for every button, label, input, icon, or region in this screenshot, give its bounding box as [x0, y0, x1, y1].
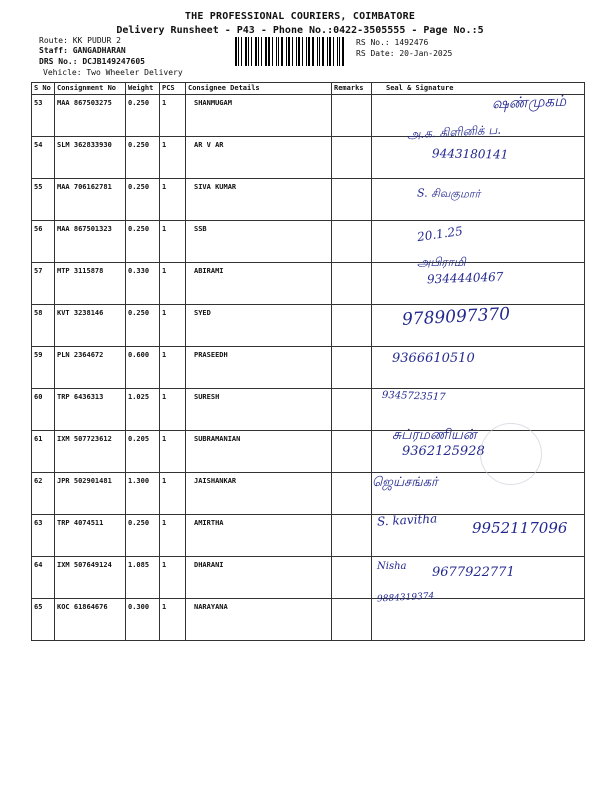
drs-value: DCJB149247605 [82, 57, 145, 66]
consignment-no-cell: MTP 3115878 [55, 263, 126, 305]
route-label: Route: [39, 36, 68, 45]
weight-cell: 0.250 [126, 95, 160, 137]
consignee-cell: SUBRAMANIAN [186, 431, 332, 473]
staff-value: GANGADHARAN [72, 46, 126, 55]
remarks-cell [332, 599, 372, 641]
barcode-bar [296, 37, 297, 66]
sno-cell: 55 [32, 179, 55, 221]
consignee-cell: JAISHANKAR [186, 473, 332, 515]
consignment-no-cell: MAA 867501323 [55, 221, 126, 263]
barcode-bar [288, 37, 291, 66]
table-row [32, 515, 585, 557]
sno-cell: 62 [32, 473, 55, 515]
barcode-bar [322, 37, 325, 66]
signature-cell [372, 389, 585, 431]
barcode-bar [241, 37, 242, 66]
runsheet-subtitle: Delivery Runsheet - P43 - Phone No.:0422-3505555 - Page No.:5 [116, 25, 484, 36]
vehicle-line [43, 68, 183, 77]
pcs-cell: 1 [160, 221, 186, 263]
weight-cell: 0.250 [126, 221, 160, 263]
col-remarks: Remarks [332, 83, 372, 95]
pcs-cell: 1 [160, 347, 186, 389]
remarks-cell [332, 389, 372, 431]
pcs-cell: 1 [160, 263, 186, 305]
pcs-cell: 1 [160, 557, 186, 599]
barcode-bar [312, 37, 314, 66]
remarks-cell [332, 305, 372, 347]
consignee-cell: PRASEEDH [186, 347, 332, 389]
barcode-bar [248, 37, 249, 66]
consignment-no-cell: PLN 2364672 [55, 347, 126, 389]
drs-label: DRS No.: [39, 57, 78, 66]
remarks-cell [332, 179, 372, 221]
handwritten-signature: 9443180141 [431, 146, 509, 162]
signature-cell [372, 122, 585, 179]
signature-cell [372, 221, 585, 263]
barcode-bar [261, 37, 262, 66]
consignment-no-cell: MAA 867503275 [55, 95, 126, 137]
pcs-cell: 1 [160, 389, 186, 431]
consignment-no-cell: SLM 362833930 [55, 137, 126, 179]
remarks-cell [332, 221, 372, 263]
handwritten-signature: 9362125928 [402, 444, 485, 459]
weight-cell: 0.250 [126, 137, 160, 179]
signature-cell [372, 179, 585, 221]
barcode-bar [281, 37, 283, 66]
barcode-bar [235, 37, 237, 66]
route-line [39, 36, 121, 45]
consignee-cell: AMIRTHA [186, 515, 332, 557]
barcode-bar [317, 37, 318, 66]
signature-cell [372, 511, 585, 557]
barcode-bar [251, 37, 252, 66]
staff-label: Staff: [39, 46, 68, 55]
handwritten-signature: 9884319374 [376, 591, 435, 605]
handwritten-signature: ஜெய்சங்கர் [372, 475, 438, 490]
table-row [32, 599, 585, 641]
faint-stamp [480, 423, 542, 485]
barcode-bar [302, 37, 303, 66]
remarks-cell [332, 263, 372, 305]
remarks-cell [332, 515, 372, 557]
barcode-bar [286, 37, 287, 66]
signature-cell [372, 305, 585, 347]
weight-cell: 0.330 [126, 263, 160, 305]
sno-cell: 57 [32, 263, 55, 305]
consignment-no-cell: KVT 3238146 [55, 305, 126, 347]
barcode-bar [327, 37, 328, 66]
staff-line [39, 46, 126, 55]
barcode [235, 37, 347, 66]
consignment-no-cell: IXM 507649124 [55, 557, 126, 599]
handwritten-signature: 9345723517 [381, 389, 446, 404]
table-row [32, 557, 585, 599]
consignee-cell: AR V AR [186, 137, 332, 179]
barcode-bar [245, 37, 247, 66]
sno-cell: 65 [32, 599, 55, 641]
weight-cell: 0.600 [126, 347, 160, 389]
weight-cell: 1.025 [126, 389, 160, 431]
consignee-cell: NARAYANA [186, 599, 332, 641]
handwritten-signature: 9366610510 [392, 351, 475, 366]
handwritten-signature: சுப்ரமணியன் [392, 427, 477, 443]
barcode-bar [272, 37, 273, 66]
handwritten-signature: Nisha [377, 561, 407, 572]
consignee-cell: DHARANI [186, 557, 332, 599]
consignee-cell: ABIRAMI [186, 263, 332, 305]
signature-cell [372, 473, 585, 515]
col-seal: Seal & Signature [372, 83, 585, 95]
sno-cell: 54 [32, 137, 55, 179]
consignee-cell: SHANMUGAM [186, 95, 332, 137]
remarks-cell [332, 137, 372, 179]
consignment-no-cell: JPR 502901481 [55, 473, 126, 515]
table-row [32, 95, 585, 137]
barcode-bar [306, 37, 307, 66]
consignment-no-cell: IXM 507723612 [55, 431, 126, 473]
sno-cell: 59 [32, 347, 55, 389]
barcode-bar [337, 37, 338, 66]
rs-no-value: 1492476 [394, 38, 429, 47]
col-sno: S No [32, 83, 55, 95]
consignee-cell: SIVA KUMAR [186, 179, 332, 221]
sno-cell: 61 [32, 431, 55, 473]
barcode-bar [255, 37, 258, 66]
rs-date-line [356, 49, 452, 58]
consignee-cell: SSB [186, 221, 332, 263]
barcode-bar [319, 37, 320, 66]
signature-cell [372, 255, 585, 305]
consignment-no-cell: MAA 706162781 [55, 179, 126, 221]
barcode-bar [265, 37, 267, 66]
pcs-cell: 1 [160, 431, 186, 473]
table-row [32, 179, 585, 221]
pcs-cell: 1 [160, 137, 186, 179]
sno-cell: 53 [32, 95, 55, 137]
handwritten-signature: அபிராமி [417, 255, 466, 269]
handwritten-signature: 9789097370 [401, 304, 511, 330]
signature-cell [372, 427, 585, 473]
rs-no-label: RS No.: [356, 38, 390, 47]
pcs-cell: 1 [160, 305, 186, 347]
table-row [32, 305, 585, 347]
weight-cell: 0.250 [126, 305, 160, 347]
weight-cell: 0.205 [126, 431, 160, 473]
sno-cell: 56 [32, 221, 55, 263]
handwritten-signature: 9344440467 [426, 269, 504, 287]
col-consignee: Consignee Details [186, 83, 332, 95]
remarks-cell [332, 95, 372, 137]
handwritten-signature: 9677922771 [432, 565, 515, 580]
table-row [32, 221, 585, 263]
rs-date-label: RS Date: [356, 49, 395, 58]
sno-cell: 58 [32, 305, 55, 347]
rs-no-line [356, 38, 428, 47]
pcs-cell: 1 [160, 179, 186, 221]
rs-date-value: 20-Jan-2025 [399, 49, 453, 58]
barcode-bar [268, 37, 270, 66]
remarks-cell [332, 431, 372, 473]
col-weight: Weight [126, 83, 160, 95]
sno-cell: 64 [32, 557, 55, 599]
barcode-bar [333, 37, 334, 66]
handwritten-signature: 9952117096 [472, 519, 568, 537]
pcs-cell: 1 [160, 473, 186, 515]
drs-line [39, 57, 145, 66]
barcode-bar [298, 37, 300, 66]
runsheet-table [31, 82, 585, 641]
col-consignment: Consignment No [55, 83, 126, 95]
weight-cell: 1.085 [126, 557, 160, 599]
barcode-bar [308, 37, 310, 66]
sno-cell: 63 [32, 515, 55, 557]
table-row [32, 137, 585, 179]
pcs-cell: 1 [160, 95, 186, 137]
pcs-cell: 1 [160, 599, 186, 641]
table-header-row [32, 83, 585, 95]
table-row [32, 263, 585, 305]
barcode-bar [278, 37, 279, 66]
handwritten-signature: ஷண்முகம் [491, 91, 567, 113]
remarks-cell [332, 473, 372, 515]
barcode-bar [329, 37, 331, 66]
consignment-no-cell: TRP 6436313 [55, 389, 126, 431]
table-row [32, 347, 585, 389]
signature-cell [372, 347, 585, 389]
weight-cell: 1.300 [126, 473, 160, 515]
route-value: KK PUDUR 2 [72, 36, 121, 45]
consignment-no-cell: TRP 4074511 [55, 515, 126, 557]
vehicle-label: Vehicle: [43, 68, 82, 77]
col-pcs: PCS [160, 83, 186, 95]
weight-cell: 0.250 [126, 179, 160, 221]
handwritten-signature: S. kavitha [376, 511, 438, 529]
sno-cell: 60 [32, 389, 55, 431]
barcode-bar [292, 37, 293, 66]
remarks-cell [332, 347, 372, 389]
handwritten-signature: அ.க. கிளினிக் ப. [406, 122, 502, 142]
pcs-cell: 1 [160, 515, 186, 557]
barcode-bar [276, 37, 277, 66]
weight-cell: 0.300 [126, 599, 160, 641]
handwritten-signature: 20.1.25 [416, 223, 464, 245]
handwritten-signature: S. சிவகுமார் [416, 186, 481, 201]
barcode-bar [339, 37, 340, 66]
barcode-bar [342, 37, 344, 66]
remarks-cell [332, 557, 372, 599]
consignee-cell: SYED [186, 305, 332, 347]
company-title: THE PROFESSIONAL COURIERS, COIMBATORE [184, 11, 416, 22]
barcode-bar [238, 37, 239, 66]
weight-cell: 0.250 [126, 515, 160, 557]
consignment-no-cell: KOC 61864676 [55, 599, 126, 641]
barcode-bar [258, 37, 259, 66]
consignee-cell: SURESH [186, 389, 332, 431]
signature-cell [372, 591, 585, 641]
vehicle-value: Two Wheeler Delivery [86, 68, 183, 77]
